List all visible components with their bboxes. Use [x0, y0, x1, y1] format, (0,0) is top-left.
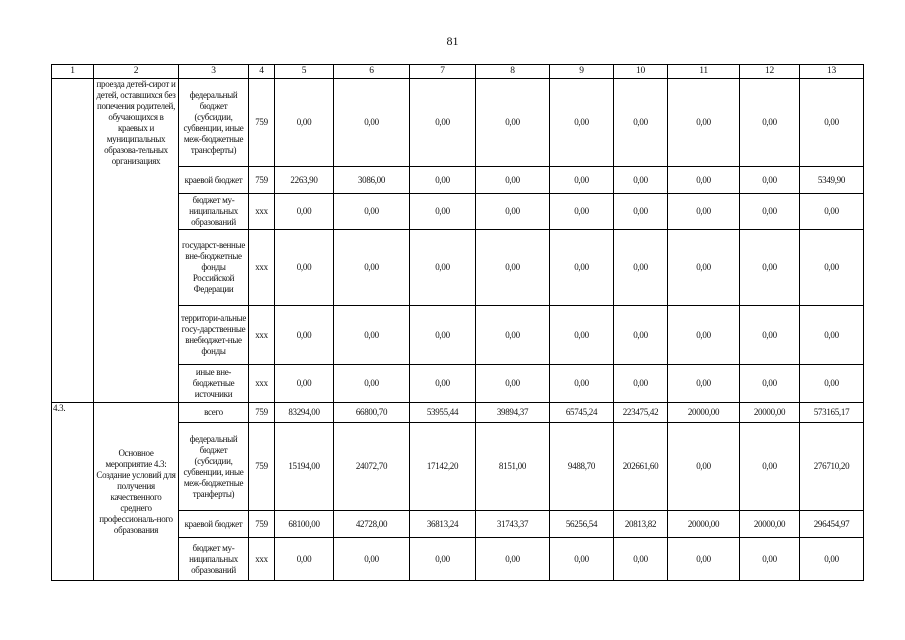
code-cell: ххх: [249, 365, 275, 403]
value-cell: 0,00: [275, 306, 334, 365]
value-cell: 0,00: [476, 365, 550, 403]
value-cell: 2263,90: [275, 167, 334, 194]
value-cell: 5349,90: [800, 167, 864, 194]
value-cell: 36813,24: [410, 511, 476, 538]
value-cell: 0,00: [334, 230, 410, 306]
item-number-cell: 4.3.: [52, 403, 94, 581]
value-cell: 68100,00: [275, 511, 334, 538]
header-row: [52, 65, 864, 79]
value-cell: 9488,70: [550, 423, 614, 511]
funding-source-cell: краевой бюджет: [179, 511, 249, 538]
value-cell: 0,00: [668, 167, 740, 194]
value-cell: 0,00: [614, 365, 668, 403]
header-cell: 9: [550, 65, 614, 79]
code-cell: 759: [249, 167, 275, 194]
description-cell: проезда детей-сирот и детей, оставшихся без попечения родителей, обучающихся в краевых и муниципальных образова-тельных организациях: [94, 79, 179, 403]
code-cell: 759: [249, 79, 275, 167]
funding-source-cell: государст-венные вне-бюджетные фонды Российской Федерации: [179, 230, 249, 306]
value-cell: 0,00: [550, 306, 614, 365]
value-cell: 0,00: [668, 306, 740, 365]
value-cell: 0,00: [410, 194, 476, 230]
value-cell: 0,00: [476, 538, 550, 581]
value-cell: 0,00: [668, 194, 740, 230]
value-cell: 0,00: [275, 538, 334, 581]
funding-source-cell: краевой бюджет: [179, 167, 249, 194]
value-cell: 573165,17: [800, 403, 864, 423]
value-cell: 0,00: [550, 538, 614, 581]
value-cell: 66800,70: [334, 403, 410, 423]
value-cell: 20813,82: [614, 511, 668, 538]
table-row: [52, 403, 864, 423]
item-number-cell: [52, 79, 94, 403]
value-cell: 53955,44: [410, 403, 476, 423]
value-cell: 31743,37: [476, 511, 550, 538]
value-cell: 0,00: [668, 230, 740, 306]
funding-source-cell: бюджет му-ниципальных образований: [179, 194, 249, 230]
value-cell: 0,00: [410, 167, 476, 194]
value-cell: 0,00: [800, 230, 864, 306]
value-cell: 0,00: [550, 365, 614, 403]
value-cell: 0,00: [614, 306, 668, 365]
value-cell: 0,00: [800, 538, 864, 581]
value-cell: 0,00: [800, 306, 864, 365]
header-cell: 11: [668, 65, 740, 79]
description-cell: Основное мероприятие 4.3: Создание условий для получения качественного среднего профессиональ-ного образования: [94, 403, 179, 581]
value-cell: 3086,00: [334, 167, 410, 194]
header-cell: 2: [94, 65, 179, 79]
value-cell: 0,00: [550, 79, 614, 167]
value-cell: 0,00: [740, 167, 800, 194]
value-cell: 0,00: [740, 423, 800, 511]
funding-source-cell: федеральный бюджет (субсидии, субвенции, иные меж-бюджетные трансферты): [179, 79, 249, 167]
table-row: [52, 79, 864, 167]
value-cell: 0,00: [410, 230, 476, 306]
value-cell: 0,00: [550, 230, 614, 306]
value-cell: 0,00: [740, 194, 800, 230]
value-cell: 0,00: [668, 365, 740, 403]
page-number: 81: [446, 34, 459, 48]
value-cell: 0,00: [334, 365, 410, 403]
code-cell: 759: [249, 403, 275, 423]
value-cell: 20000,00: [740, 511, 800, 538]
funding-source-cell: федеральный бюджет (субсидии, субвенции, иные меж-бюджетные транферты): [179, 423, 249, 511]
header-cell: 1: [52, 65, 94, 79]
value-cell: 0,00: [476, 230, 550, 306]
value-cell: 0,00: [614, 167, 668, 194]
value-cell: 0,00: [275, 365, 334, 403]
value-cell: 0,00: [275, 79, 334, 167]
value-cell: 65745,24: [550, 403, 614, 423]
value-cell: 276710,20: [800, 423, 864, 511]
value-cell: 0,00: [275, 194, 334, 230]
value-cell: 0,00: [334, 194, 410, 230]
funding-source-cell: всего: [179, 403, 249, 423]
header-cell: 5: [275, 65, 334, 79]
value-cell: 0,00: [550, 194, 614, 230]
code-cell: 759: [249, 423, 275, 511]
value-cell: 0,00: [740, 365, 800, 403]
value-cell: 20000,00: [668, 403, 740, 423]
value-cell: 0,00: [334, 538, 410, 581]
header-cell: 7: [410, 65, 476, 79]
value-cell: 0,00: [668, 538, 740, 581]
value-cell: 17142,20: [410, 423, 476, 511]
funding-source-cell: иные вне-бюджетные источники: [179, 365, 249, 403]
value-cell: 0,00: [740, 538, 800, 581]
header-cell: 12: [740, 65, 800, 79]
value-cell: 56256,54: [550, 511, 614, 538]
value-cell: 0,00: [740, 306, 800, 365]
value-cell: 0,00: [550, 167, 614, 194]
value-cell: 8151,00: [476, 423, 550, 511]
value-cell: 0,00: [800, 365, 864, 403]
value-cell: 0,00: [800, 79, 864, 167]
value-cell: 0,00: [410, 306, 476, 365]
code-cell: ххх: [249, 230, 275, 306]
value-cell: 15194,00: [275, 423, 334, 511]
value-cell: 0,00: [740, 79, 800, 167]
header-cell: 4: [249, 65, 275, 79]
value-cell: 0,00: [334, 79, 410, 167]
value-cell: 83294,00: [275, 403, 334, 423]
value-cell: 202661,60: [614, 423, 668, 511]
value-cell: 0,00: [476, 167, 550, 194]
value-cell: 0,00: [476, 306, 550, 365]
value-cell: 0,00: [614, 538, 668, 581]
header-cell: 6: [334, 65, 410, 79]
value-cell: 0,00: [275, 230, 334, 306]
value-cell: 223475,42: [614, 403, 668, 423]
value-cell: 0,00: [410, 365, 476, 403]
value-cell: 0,00: [740, 230, 800, 306]
code-cell: ххх: [249, 306, 275, 365]
value-cell: 0,00: [668, 79, 740, 167]
header-cell: 10: [614, 65, 668, 79]
header-cell: 3: [179, 65, 249, 79]
value-cell: 0,00: [476, 79, 550, 167]
value-cell: 0,00: [614, 230, 668, 306]
value-cell: 0,00: [476, 194, 550, 230]
value-cell: 20000,00: [740, 403, 800, 423]
value-cell: 42728,00: [334, 511, 410, 538]
value-cell: 296454,97: [800, 511, 864, 538]
value-cell: 0,00: [334, 306, 410, 365]
value-cell: 0,00: [614, 79, 668, 167]
value-cell: 0,00: [410, 538, 476, 581]
value-cell: 0,00: [668, 423, 740, 511]
code-cell: 759: [249, 511, 275, 538]
value-cell: 0,00: [410, 79, 476, 167]
funding-source-cell: бюджет му-ниципальных образований: [179, 538, 249, 581]
header-cell: 13: [800, 65, 864, 79]
budget-table: [51, 64, 864, 581]
value-cell: 0,00: [800, 194, 864, 230]
header-cell: 8: [476, 65, 550, 79]
value-cell: 39894,37: [476, 403, 550, 423]
value-cell: 24072,70: [334, 423, 410, 511]
funding-source-cell: территори-альные госу-дарственные внебюджет-ные фонды: [179, 306, 249, 365]
code-cell: ххх: [249, 538, 275, 581]
value-cell: 20000,00: [668, 511, 740, 538]
value-cell: 0,00: [614, 194, 668, 230]
code-cell: ххх: [249, 194, 275, 230]
